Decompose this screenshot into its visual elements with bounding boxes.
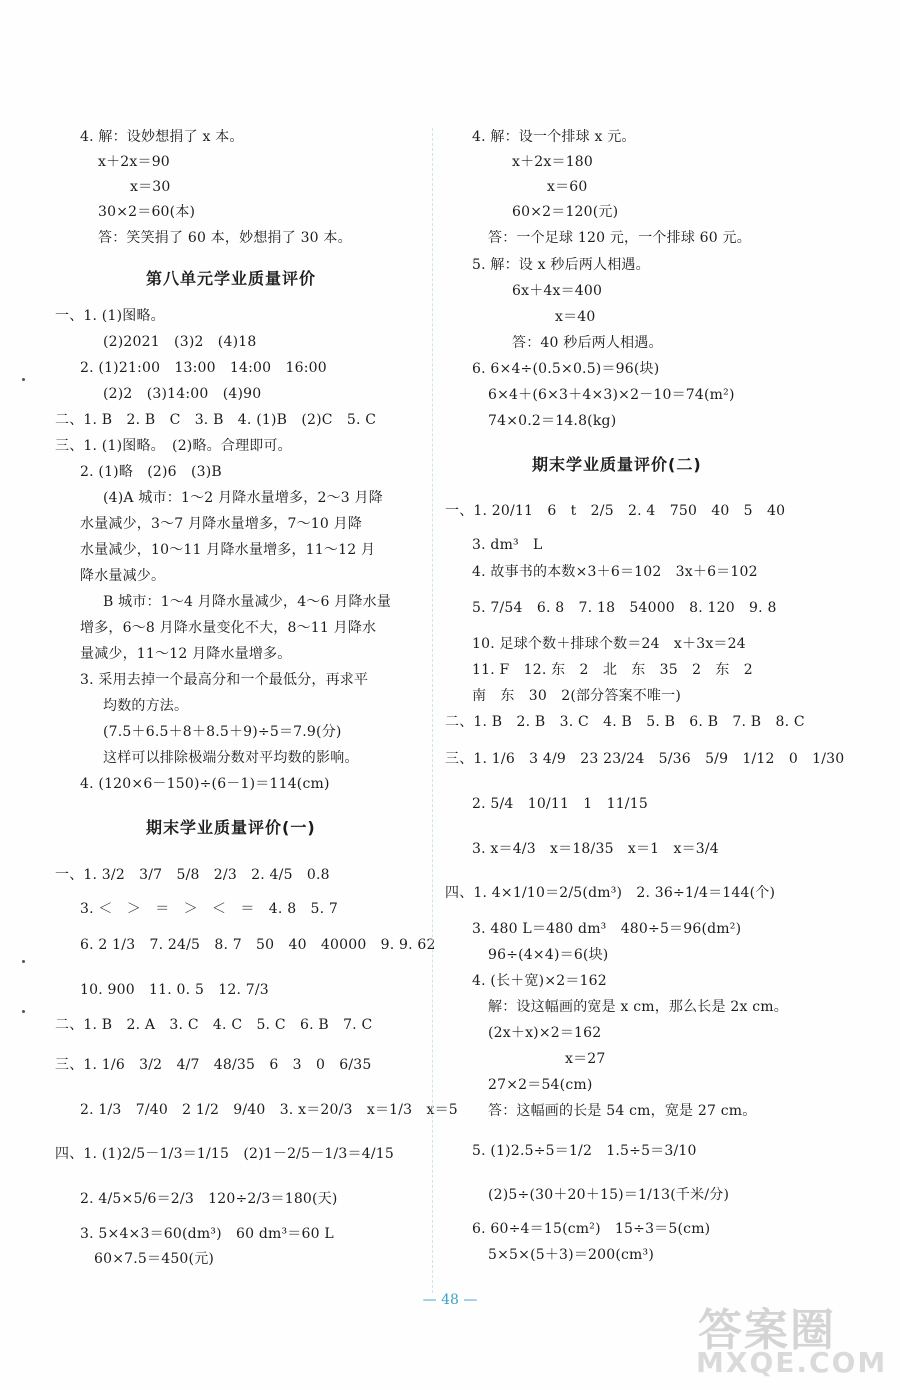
section-heading-final2: 期末学业质量评价(二) — [532, 455, 702, 474]
answer-line: 一、1. 20/11 6 t 2/5 2. 4 750 40 5 40 — [445, 503, 786, 519]
answer-line: x＋2x＝180 — [512, 154, 594, 170]
answer-line: 答：这幅画的长是 54 cm，宽是 27 cm。 — [488, 1103, 757, 1119]
answer-line: 四、1. (1)2/5－1/3＝1/15 (2)1－2/5－1/3＝4/15 — [55, 1146, 394, 1162]
answer-line: 3. 采用去掉一个最高分和一个最低分，再求平 — [80, 672, 369, 688]
answer-line: 三、1. (1)图略。 (2)略。合理即可。 — [55, 438, 292, 454]
answer-line: (4)A 城市：1～2 月降水量增多，2～3 月降 — [103, 490, 383, 506]
answer-line: 均数的方法。 — [103, 698, 189, 714]
answer-line: 4. 解：设一个排球 x 元。 — [472, 129, 636, 145]
answer-line: 降水量减少。 — [80, 568, 166, 584]
answer-line: 30×2＝60(本) — [98, 204, 196, 220]
section-heading-final1: 期末学业质量评价(一) — [146, 818, 316, 837]
answer-line: 5. (1)2.5÷5＝1/2 1.5÷5＝3/10 — [472, 1143, 697, 1159]
answer-line: 10. 足球个数＋排球个数＝24 x＋3x＝24 — [472, 636, 746, 652]
answer-line: 三、1. 1/6 3/2 4/7 48/35 6 3 0 6/35 — [55, 1057, 372, 1073]
answer-line: 4. 解：设妙想捐了 x 本。 — [80, 129, 244, 145]
answer-line: 4. (120×6－150)÷(6－1)＝114(cm) — [80, 776, 330, 792]
answer-line: 量减少，11～12 月降水量增多。 — [80, 646, 292, 662]
watermark-logo — [688, 1294, 888, 1384]
answer-line: 二、1. B 2. A 3. C 4. C 5. C 6. B 7. C — [55, 1017, 373, 1033]
answer-line: 6×4＋(6×3＋4×3)×2－10＝74(m²) — [488, 387, 735, 403]
watermark-top-text: 答案圈 — [698, 1305, 836, 1356]
answer-line: 2. 4/5×5/6＝2/3 120÷2/3＝180(天) — [80, 1191, 338, 1207]
answer-line: 2. (1)略 (2)6 (3)B — [80, 464, 222, 480]
answer-line: 2. 5/4 10/11 1 11/15 — [472, 796, 648, 812]
answer-line: (2)2 (3)14:00 (4)90 — [103, 386, 262, 402]
page-number: — 48 — — [422, 1292, 478, 1308]
answer-line: 增多，6～8 月降水量变化不大，8～11 月降水 — [80, 620, 377, 636]
answer-line: 二、1. B 2. B C 3. B 4. (1)B (2)C 5. C — [55, 412, 377, 428]
answer-line: 一、1. 3/2 3/7 5/8 2/3 2. 4/5 0.8 — [55, 867, 330, 883]
answer-line: (7.5＋6.5＋8＋8.5＋9)÷5＝7.9(分) — [103, 724, 342, 740]
answer-line: 答：40 秒后两人相遇。 — [512, 335, 663, 351]
answer-line: 3. ＜ ＞ ＝ ＞ ＜ ＝ 4. 8 5. 7 — [80, 901, 339, 917]
answer-line: 6. 60÷4＝15(cm²) 15÷3＝5(cm) — [472, 1221, 711, 1237]
answer-line: 60×2＝120(元) — [512, 204, 619, 220]
answer-line: 96÷(4×4)＝6(块) — [488, 947, 609, 963]
right-column — [440, 0, 860, 1300]
section-heading-unit8: 第八单元学业质量评价 — [146, 269, 317, 288]
answer-line: 4. 故事书的本数×3＋6＝102 3x＋6＝102 — [472, 564, 758, 580]
answer-line: 3. 480 L＝480 dm³ 480÷5＝96(dm²) — [472, 921, 742, 937]
answer-line: 答：笑笑捐了 60 本，妙想捐了 30 本。 — [98, 230, 352, 246]
answer-line: x＝30 — [130, 179, 171, 195]
answer-line: 二、1. B 2. B 3. C 4. B 5. B 6. B 7. B 8. C — [445, 714, 805, 730]
answer-line: 27×2＝54(cm) — [488, 1077, 593, 1093]
answer-line: x＝27 — [565, 1051, 606, 1067]
answer-line: 74×0.2＝14.8(kg) — [488, 413, 617, 429]
answer-line: 答：一个足球 120 元，一个排球 60 元。 — [488, 230, 751, 246]
watermark-bottom-text: MXQE.COM — [696, 1346, 888, 1379]
answer-line: 2. 1/3 7/40 2 1/2 9/40 3. x＝20/3 x＝1/3 x＝5 — [80, 1102, 458, 1118]
answer-line: 5. 7/54 6. 8 7. 18 54000 8. 120 9. 8 — [472, 600, 777, 616]
scan-speck — [22, 960, 25, 963]
scan-speck — [22, 378, 25, 381]
answer-line: 3. dm³ L — [472, 537, 543, 553]
answer-line: B 城市：1～4 月降水量减少，4～6 月降水量 — [103, 594, 392, 610]
left-column — [0, 0, 458, 1300]
answer-line: 4. (长＋宽)×2＝162 — [472, 973, 607, 989]
answer-line: 5. 解：设 x 秒后两人相遇。 — [472, 257, 650, 273]
column-divider — [432, 128, 433, 1293]
answer-line: 2. (1)21:00 13:00 14:00 16:00 — [80, 360, 327, 376]
answer-line: 6. 2 1/3 7. 24/5 8. 7 50 40 40000 9. 9. 62 — [80, 937, 436, 953]
answer-line: 11. F 12. 东 2 北 东 35 2 东 2 — [472, 662, 753, 678]
answer-line: 水量减少，3～7 月降水量增多，7～10 月降 — [80, 516, 363, 532]
answer-line: 四、1. 4×1/10＝2/5(dm³) 2. 36÷1/4＝144(个) — [445, 885, 776, 901]
answer-line: (2)5÷(30＋20＋15)＝1/13(千米/分) — [488, 1187, 730, 1203]
answer-line: 南 东 30 2(部分答案不唯一) — [472, 688, 682, 704]
answer-line: 10. 900 11. 0. 5 12. 7/3 — [80, 982, 269, 998]
scan-speck — [22, 1010, 25, 1013]
answer-line: 3. x＝4/3 x＝18/35 x＝1 x＝3/4 — [472, 841, 719, 857]
answer-line: 水量减少，10～11 月降水量增多，11～12 月 — [80, 542, 376, 558]
answer-line: (2x＋x)×2＝162 — [488, 1025, 602, 1041]
answer-line: 3. 5×4×3＝60(dm³) 60 dm³＝60 L — [80, 1226, 334, 1242]
answer-line: 6. 6×4÷(0.5×0.5)＝96(块) — [472, 361, 660, 377]
answer-line: 三、1. 1/6 3 4/9 23 23/24 5/36 5/9 1/12 0 1/30 — [445, 751, 845, 767]
answer-line: x＝40 — [555, 309, 596, 325]
answer-line: x＋2x＝90 — [98, 154, 170, 170]
answer-line: 5×5×(5＋3)＝200(cm³) — [488, 1247, 654, 1263]
answer-line: x＝60 — [547, 179, 588, 195]
answer-line: 一、1. (1)图略。 — [55, 308, 165, 324]
answer-line: 这样可以排除极端分数对平均数的影响。 — [103, 750, 359, 766]
answer-line: 6x＋4x＝400 — [512, 283, 603, 299]
answer-line: 解：设这幅画的宽是 x cm，那么长是 2x cm。 — [488, 999, 788, 1015]
answer-line: (2)2021 (3)2 (4)18 — [103, 334, 257, 350]
answer-line: 60×7.5＝450(元) — [94, 1251, 215, 1267]
